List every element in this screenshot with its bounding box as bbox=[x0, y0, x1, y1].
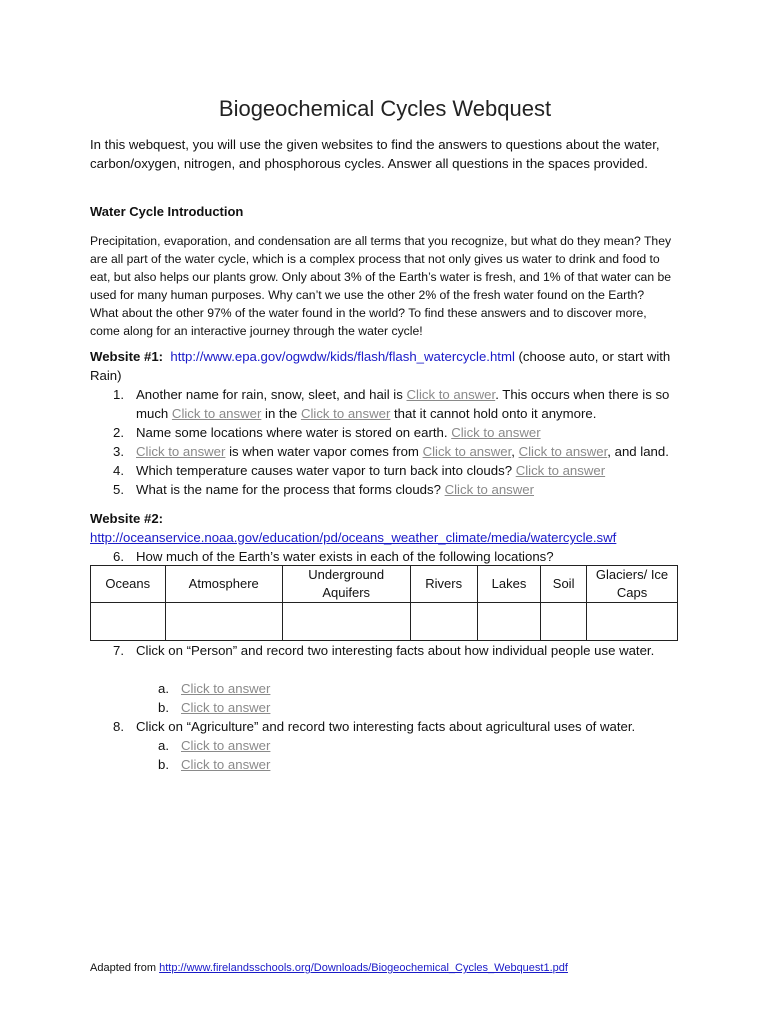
table-header: Oceans bbox=[91, 566, 166, 603]
table-row bbox=[91, 603, 678, 641]
question-8-a: a. Click to answer bbox=[158, 738, 271, 753]
question-8: 8. Click on “Agriculture” and record two interesting facts about agricultural uses of water. bbox=[113, 719, 636, 734]
table-header: Soil bbox=[541, 566, 587, 603]
answer-link[interactable]: Click to answer bbox=[451, 425, 541, 440]
answer-link[interactable]: Click to answer bbox=[171, 406, 262, 421]
question-number: 5. bbox=[113, 482, 124, 497]
table-header: Glaciers/ Ice Caps bbox=[587, 566, 678, 603]
website-2-label: Website #2: bbox=[90, 511, 164, 526]
question-number: 2. bbox=[113, 425, 124, 440]
table-cell-input[interactable] bbox=[477, 603, 540, 641]
question-number: 6. bbox=[113, 549, 124, 564]
question-7-a: a. Click to answer bbox=[158, 681, 271, 696]
question-2: 2. Name some locations where water is stored on earth. Click to answer bbox=[113, 425, 541, 440]
question-6: 6. How much of the Earth’s water exists in each of the following locations? bbox=[113, 549, 554, 564]
answer-link[interactable]: Click to answer bbox=[422, 444, 512, 459]
question-number: 4. bbox=[113, 463, 124, 478]
answer-link[interactable]: Click to answer bbox=[181, 700, 271, 715]
question-number: 3. bbox=[113, 444, 124, 459]
answer-link[interactable]: Click to answer bbox=[300, 406, 391, 421]
answer-link[interactable]: Click to answer bbox=[515, 463, 606, 478]
water-locations-table bbox=[90, 565, 678, 641]
answer-link[interactable]: Click to answer bbox=[136, 444, 226, 459]
table-cell-input[interactable] bbox=[282, 603, 410, 641]
answer-link[interactable]: Click to answer bbox=[181, 681, 271, 696]
footer-credit: Adapted from http://www.firelandsschools.org/Downloads/Biogeochemical_Cycles_Webquest1.pdf bbox=[90, 962, 568, 974]
question-1: 1. Another name for rain, snow, sleet, and hail is Click to answer. This occurs when there is so much Click to answer in the Click to answer that it cannot hold onto it anymore. bbox=[113, 387, 670, 421]
answer-link[interactable]: Click to answer bbox=[181, 738, 271, 753]
question-number: 7. bbox=[113, 643, 124, 658]
table-cell-input[interactable] bbox=[410, 603, 477, 641]
website-2-link[interactable]: http://oceanservice.noaa.gov/education/pd/oceans_weather_climate/media/watercycle.swf bbox=[90, 530, 617, 545]
table-cell-input[interactable] bbox=[165, 603, 282, 641]
table-header: Underground Aquifers bbox=[282, 566, 410, 603]
table-header-row bbox=[91, 566, 678, 603]
page-title: Biogeochemical Cycles Webquest bbox=[218, 96, 552, 121]
table-header: Atmosphere bbox=[165, 566, 282, 603]
table-header: Rivers bbox=[410, 566, 477, 603]
question-number: 8. bbox=[113, 719, 124, 734]
question-8-b: b. Click to answer bbox=[158, 757, 271, 772]
table-cell-input[interactable] bbox=[91, 603, 166, 641]
section-heading: Water Cycle Introduction bbox=[90, 204, 244, 219]
website-1-link[interactable]: http://www.epa.gov/ogwdw/kids/flash/flash_watercycle.html bbox=[170, 349, 515, 364]
answer-link[interactable]: Click to answer bbox=[181, 757, 271, 772]
website-1-note: (choose auto, or start with Rain) bbox=[90, 349, 671, 383]
website-2-url-line bbox=[90, 528, 680, 547]
answer-link[interactable]: Click to answer bbox=[444, 482, 535, 497]
answer-link[interactable]: Click to answer bbox=[406, 387, 496, 402]
table-cell-input[interactable] bbox=[587, 603, 678, 641]
table-cell-input[interactable] bbox=[541, 603, 587, 641]
footer-source-link[interactable]: http://www.firelandsschools.org/Downloads/Biogeochemical_Cycles_Webquest1.pdf bbox=[159, 962, 568, 974]
question-5: 5. What is the name for the process that forms clouds? Click to answer bbox=[113, 482, 535, 497]
question-4: 4. Which temperature causes water vapor to turn back into clouds? Click to answer bbox=[113, 463, 606, 478]
question-7: 7. Click on “Person” and record two interesting facts about how individual people use water. bbox=[113, 643, 655, 658]
table-header: Lakes bbox=[477, 566, 540, 603]
question-7-b: b. Click to answer bbox=[158, 700, 271, 715]
website-1-label: Website #1: bbox=[90, 349, 164, 364]
website-1-line bbox=[90, 347, 680, 385]
intro-paragraph: In this webquest, you will use the given websites to find the answers to questions about the water, carbon/oxygen, nitrogen, and phosphorous cycles. Answer all questions in the spaces provided. bbox=[90, 137, 660, 171]
question-3: 3. Click to answer is when water vapor comes from Click to answer, Click to answer, and land. bbox=[113, 444, 669, 459]
answer-link[interactable]: Click to answer bbox=[518, 444, 608, 459]
section-paragraph: Precipitation, evaporation, and condensation are all terms that you recognize, but what do they mean? They are all part of the water cycle, which is a complex process that not only gives us water to drink and food to eat, but also helps our plants grow. Only about 3% of the Earth’s water is fresh, and 1% of that water can be used for many human purposes. Why can’t we use the other 2% of the fresh water found on the Earth? What about the other 97% of the water found in the world? To find these answers and to discover more, come along for an interactive journey through the water cycle! bbox=[90, 234, 672, 338]
website-2-label-line bbox=[90, 509, 680, 528]
question-number: 1. bbox=[113, 387, 124, 402]
